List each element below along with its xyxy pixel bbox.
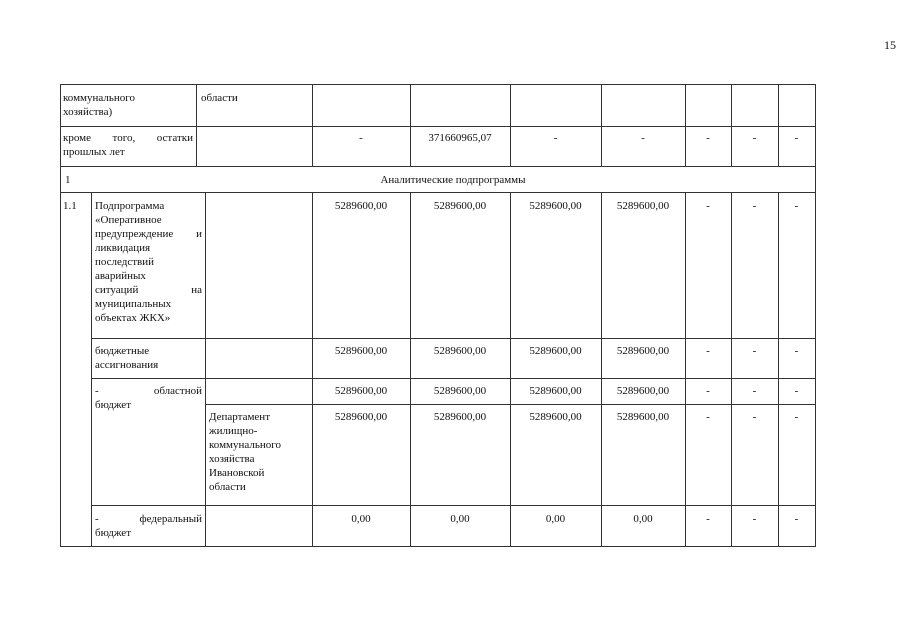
cell-text-line: муниципальных [95, 298, 172, 310]
cell-text-line: предупреждение и [95, 228, 202, 240]
col-divider [91, 192, 92, 547]
table-cell-value: 5289600,00 [334, 345, 388, 357]
cell-text-line: ситуаций на [95, 284, 202, 296]
col-divider [510, 84, 511, 166]
table-cell-value: 5289600,00 [334, 411, 388, 423]
table-cell-value: - [794, 345, 799, 357]
cell-text-line: последствий [95, 256, 155, 268]
table-cell-value: 0,00 [633, 513, 653, 525]
col-divider [196, 84, 197, 166]
col-divider [205, 192, 206, 547]
table-cell-value: 5289600,00 [433, 411, 487, 423]
cell-text-line: объектах ЖКХ» [95, 312, 171, 324]
row-divider [60, 166, 816, 167]
cell-text-line: - областной [95, 385, 202, 397]
col-divider [778, 84, 779, 166]
table-cell-value: - [794, 200, 799, 212]
table-cell-value: 5289600,00 [529, 345, 582, 357]
table-cell-value: 5289600,00 [334, 200, 388, 212]
col-divider [312, 84, 313, 166]
col-divider [601, 84, 602, 166]
table-cell-value: - [794, 513, 799, 525]
page-number: 15 [884, 38, 896, 52]
table-cell-value: - [641, 132, 645, 144]
cell-text-line: кроме того, остатки [63, 132, 193, 144]
table-cell-executor: области [201, 92, 238, 104]
table-cell-value: - [752, 345, 757, 357]
table-cell-value: - [794, 411, 799, 423]
table-cell-value: - [752, 385, 757, 397]
cell-text-line: прошлых лет [63, 146, 125, 158]
table-cell-value: 5289600,00 [529, 200, 582, 212]
col-divider [312, 192, 313, 547]
table-cell-value: - [706, 513, 710, 525]
col-divider [601, 192, 602, 547]
table-cell-value: - [794, 385, 799, 397]
table-cell-number: 1 [65, 174, 71, 186]
col-divider [510, 192, 511, 547]
table-cell-value: 5289600,00 [529, 385, 582, 397]
table-cell-value: - [706, 345, 710, 357]
cell-text-line: - федеральный [95, 513, 202, 525]
table-cell-name [95, 512, 202, 540]
table-cell-name: коммунального хозяйства) [63, 92, 135, 118]
table-border-left [60, 84, 61, 547]
col-divider [731, 192, 732, 547]
table-cell-value: 5289600,00 [334, 385, 388, 397]
col-divider [685, 84, 686, 166]
table-border-top [60, 84, 816, 85]
table-cell-value: 5289600,00 [433, 200, 487, 212]
table-cell-value: 5289600,00 [616, 345, 670, 357]
table-cell-number: 1.1 [63, 200, 77, 212]
col-divider [410, 192, 411, 547]
table-cell-value: 5289600,00 [529, 411, 582, 423]
cell-text-line: бюджет [95, 399, 131, 411]
table-cell-value: - [794, 132, 799, 144]
table-cell-name [95, 384, 202, 412]
cell-text-line: бюджет [95, 527, 131, 539]
table-cell-value: - [553, 132, 558, 144]
table-border-right [815, 84, 816, 547]
table-cell-name: бюджетные ассигнования [95, 345, 159, 371]
cell-text-line: аварийных [95, 270, 146, 282]
col-divider [685, 192, 686, 547]
col-divider [778, 192, 779, 547]
table-cell-value: - [359, 132, 363, 144]
table-cell-value: - [752, 200, 757, 212]
row-divider [91, 378, 816, 379]
table-cell-name [63, 131, 193, 159]
table-cell-value: - [706, 411, 710, 423]
table-cell-value: - [706, 200, 710, 212]
row-divider [60, 126, 816, 127]
cell-text-line: ликвидация [95, 242, 151, 254]
table-cell-value: 0,00 [351, 513, 371, 525]
table-cell-name [95, 199, 202, 325]
table-border-bottom [60, 546, 816, 547]
table-cell-value: - [706, 132, 710, 144]
table-cell-value: - [752, 132, 757, 144]
table-cell-value: 0,00 [450, 513, 470, 525]
table-cell-value: 5289600,00 [433, 385, 487, 397]
row-divider [91, 338, 816, 339]
table-cell-value: 5289600,00 [616, 411, 670, 423]
table-cell-value: - [752, 411, 757, 423]
table-cell-value: 5289600,00 [616, 385, 670, 397]
col-divider [410, 84, 411, 166]
col-divider [731, 84, 732, 166]
table-cell-value: 371660965,07 [428, 132, 492, 144]
row-divider [60, 192, 816, 193]
table-cell-value: - [706, 385, 710, 397]
row-divider [91, 505, 816, 506]
table-cell-value: 0,00 [545, 513, 566, 525]
table-cell-value: 5289600,00 [433, 345, 487, 357]
cell-text-line: Подпрограмма [95, 200, 165, 212]
table-cell-executor: Департамент жилищно-коммунального хозяйства Ивановской области [209, 411, 281, 493]
cell-text-line: «Оперативное [95, 214, 162, 226]
table-cell-value: 5289600,00 [616, 200, 670, 212]
table-cell-value: - [752, 513, 757, 525]
section-heading: Аналитические подпрограммы [380, 174, 526, 186]
